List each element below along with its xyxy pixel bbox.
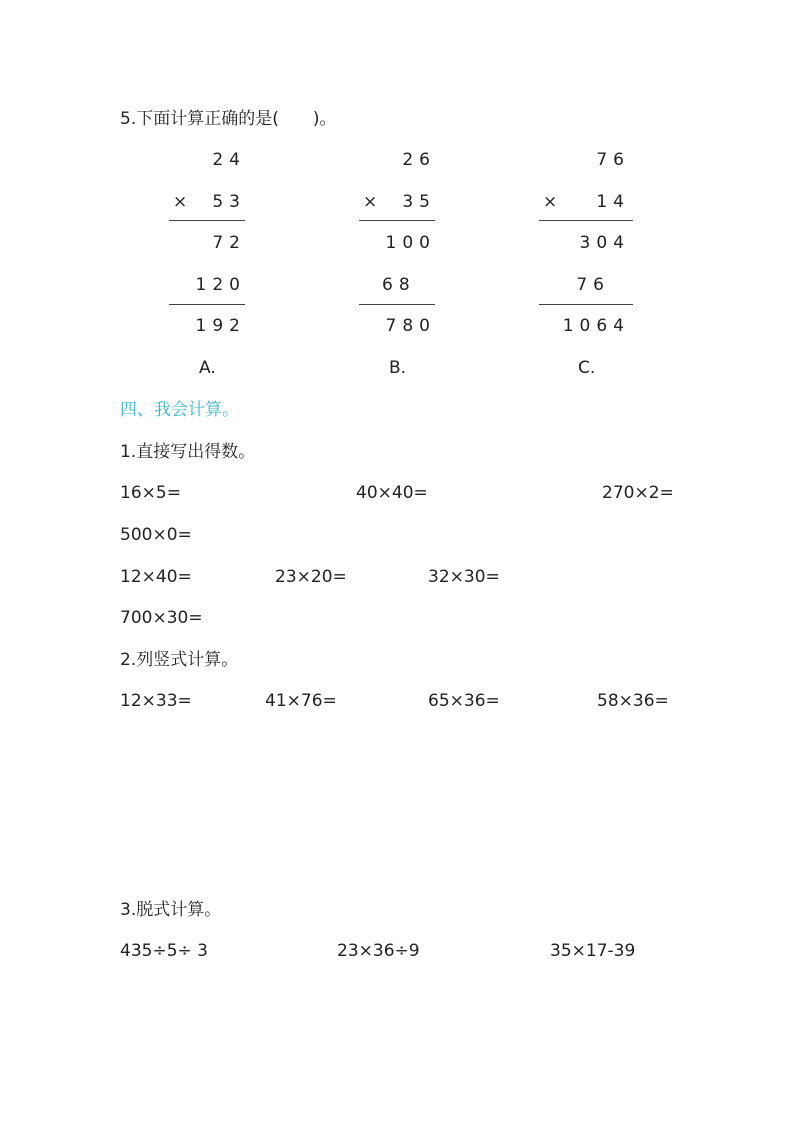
rule-line [359,220,435,221]
product: 192 [195,316,246,336]
rule-line [359,304,435,305]
oral-calc-item: 16×5= [120,483,181,503]
partial-product-1: 100 [385,233,436,253]
oral-calc-item: 700×30= [120,608,203,628]
multiply-sign: × [543,192,558,212]
rule-line [539,304,633,305]
oral-calc-item: 32×30= [428,567,500,587]
oral-calc-item: 23×20= [275,567,347,587]
step-calc-item: 23×36÷9 [337,941,420,961]
rule-line [169,220,245,221]
multiplicand: 26 [402,150,436,170]
multiply-sign: × [173,192,188,212]
option-label: C. [578,358,596,378]
multiplicand: 24 [212,150,246,170]
partial-product-1: 72 [212,233,246,253]
partial-product-2: 68 [382,275,416,295]
rule-line [169,304,245,305]
step-calc-item: 435÷5÷ 3 [120,941,208,961]
oral-calc-item: 500×0= [120,525,192,545]
multiplier: 53 [212,192,246,212]
vertical-calc-item: 12×33= [120,691,192,711]
step-calc-item: 35×17-39 [550,941,636,961]
vertical-calc-item: 58×36= [597,691,669,711]
oral-calc-item: 270×2= [602,483,674,503]
partial-product-2: 120 [195,275,246,295]
option-label: A. [199,358,216,378]
product: 1064 [562,316,630,336]
section-heading: 四、我会计算。 [120,400,239,420]
question-5-stem: 5.下面计算正确的是( )。 [120,109,337,129]
partial-product-1: 304 [579,233,630,253]
multiplicand: 76 [596,150,630,170]
option-label: B. [389,358,407,378]
vertical-calc-item: 65×36= [428,691,500,711]
part-3-title: 3.脱式计算。 [120,900,222,920]
multiplier: 35 [402,192,436,212]
multiplier: 14 [596,192,630,212]
vertical-calc-item: 41×76= [265,691,337,711]
part-1-title: 1.直接写出得数。 [120,442,256,462]
product: 780 [385,316,436,336]
part-2-title: 2.列竖式计算。 [120,650,239,670]
multiply-sign: × [363,192,378,212]
partial-product-2: 76 [576,275,610,295]
oral-calc-item: 40×40= [356,483,428,503]
rule-line [539,220,633,221]
oral-calc-item: 12×40= [120,567,192,587]
